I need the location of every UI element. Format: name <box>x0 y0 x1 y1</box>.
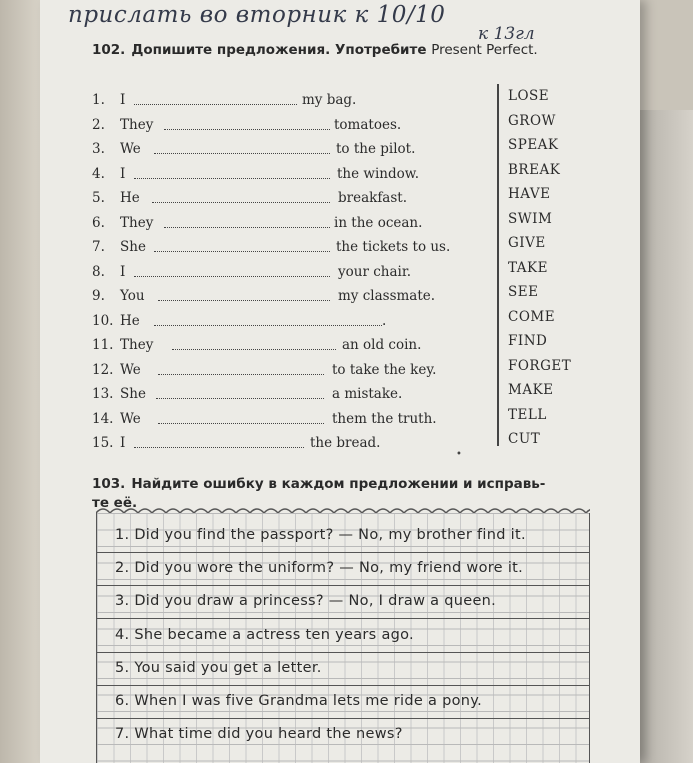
row-subject: I <box>120 165 126 182</box>
verb-item: FORGET <box>508 357 572 374</box>
exercise-103-sentence <box>97 652 589 686</box>
row-subject: We <box>120 361 141 378</box>
exercise-103-sentence <box>97 519 589 553</box>
verb-item: LOSE <box>508 88 550 104</box>
row-subject: We <box>120 410 141 427</box>
exercise-103-number: 103. <box>92 476 126 492</box>
exercise-102-row <box>92 211 502 235</box>
row-number: 4. <box>92 165 105 182</box>
exercise-103-sentence <box>97 718 589 751</box>
ink-dot: • <box>456 449 462 460</box>
exercise-103-sentence <box>97 619 589 653</box>
answer-blank[interactable] <box>164 227 330 228</box>
exercise-102-number: 102. <box>92 42 126 58</box>
verb-item: BREAK <box>508 161 561 178</box>
row-ending: my classmate. <box>338 288 436 304</box>
row-ending: tomatoes. <box>334 116 402 133</box>
row-subject: I <box>120 263 126 280</box>
answer-blank[interactable] <box>154 153 330 154</box>
exercise-102-row <box>92 162 502 186</box>
row-number: 15. <box>92 435 114 451</box>
row-subject: He <box>120 190 140 206</box>
answer-blank[interactable] <box>154 251 330 252</box>
exercise-102-row <box>92 382 502 406</box>
answer-blank[interactable] <box>134 276 330 277</box>
row-subject: She <box>120 386 146 402</box>
exercise-102-row <box>92 407 502 431</box>
row-subject: He <box>120 312 140 329</box>
exercise-102-row <box>92 113 502 137</box>
sentence-text: 3. Did you draw a princess? — No, I draw a queen. <box>115 593 497 610</box>
row-number: 10. <box>92 312 114 329</box>
page-left-edge <box>0 0 40 763</box>
exercise-102-row <box>92 137 502 161</box>
row-ending: in the ocean. <box>334 214 423 231</box>
answer-blank[interactable] <box>164 129 330 130</box>
answer-blank[interactable] <box>134 447 304 448</box>
handwritten-line-2: к 13гл <box>478 24 535 44</box>
verb-item: GIVE <box>508 235 546 251</box>
row-ending: . <box>382 312 387 329</box>
answer-blank[interactable] <box>158 423 324 424</box>
row-number: 3. <box>92 141 105 157</box>
row-number: 2. <box>92 116 105 133</box>
column-divider <box>497 84 499 446</box>
row-number: 7. <box>92 239 105 255</box>
row-number: 14. <box>92 410 114 427</box>
row-ending: breakfast. <box>338 190 408 206</box>
exercise-102-row <box>92 309 502 333</box>
exercise-102-row <box>92 186 502 210</box>
exercise-102-row <box>92 235 502 259</box>
verb-item: MAKE <box>508 382 554 398</box>
row-ending: an old coin. <box>342 337 422 353</box>
answer-blank[interactable] <box>172 349 336 350</box>
row-subject: They <box>120 337 154 353</box>
verb-item: TAKE <box>508 259 548 276</box>
row-ending: a mistake. <box>332 386 403 402</box>
answer-blank[interactable] <box>156 398 324 399</box>
answer-blank[interactable] <box>134 178 330 179</box>
exercise-102-row <box>92 260 502 284</box>
sentence-text: 7. What time did you heard the news? <box>115 726 403 743</box>
verb-item: TELL <box>508 406 547 423</box>
row-ending: the tickets to us. <box>336 239 451 255</box>
exercise-102-heading <box>92 40 612 60</box>
row-number: 9. <box>92 288 105 304</box>
exercise-102-row <box>92 358 502 382</box>
row-subject: We <box>120 141 141 157</box>
exercise-103-sentence <box>97 685 589 719</box>
verb-item: GROW <box>508 112 556 129</box>
row-ending: your chair. <box>338 263 412 280</box>
row-ending: to the pilot. <box>336 141 416 157</box>
row-subject: She <box>120 239 146 255</box>
sentence-text: 6. When I was five Grandma lets me ride a pony. <box>115 693 482 709</box>
row-number: 5. <box>92 190 105 206</box>
verb-item: SEE <box>508 284 539 300</box>
row-subject: You <box>120 288 145 304</box>
row-ending: the bread. <box>310 435 381 451</box>
exercise-102-row <box>92 88 502 112</box>
verb-item: HAVE <box>508 186 551 202</box>
exercise-103-title-line2: те её. <box>92 495 138 511</box>
row-ending: the window. <box>337 165 419 182</box>
row-number: 8. <box>92 263 105 280</box>
exercise-102-row <box>92 284 502 308</box>
answer-blank[interactable] <box>134 104 297 105</box>
answer-blank[interactable] <box>158 300 330 301</box>
row-number: 13. <box>92 386 114 402</box>
exercise-103-sentence <box>97 552 589 586</box>
verb-item: CUT <box>508 431 541 447</box>
exercise-102-title: Допишите предложения. Употребите <box>131 42 427 58</box>
row-number: 1. <box>92 92 105 108</box>
row-ending: to take the key. <box>332 361 437 378</box>
sentence-text: 4. She became a actress ten years ago. <box>115 626 414 643</box>
verb-item: FIND <box>508 333 548 349</box>
answer-blank[interactable] <box>158 374 324 375</box>
row-subject: I <box>120 435 126 451</box>
exercise-103-sentence <box>97 585 589 619</box>
row-number: 11. <box>92 337 114 353</box>
row-ending: my bag. <box>302 92 357 108</box>
exercise-102-title-rest: Present Perfect. <box>431 42 538 58</box>
sentence-text: 2. Did you wore the uniform? — No, my friend wore it. <box>115 560 524 577</box>
sentence-text: 1. Did you find the passport? — No, my brother find it. <box>115 527 526 543</box>
exercise-102-row <box>92 333 502 357</box>
exercise-102-row <box>92 431 502 455</box>
exercise-103-title: Найдите ошибку в каждом предложении и исправь- <box>131 476 546 492</box>
exercise-103-grid <box>96 513 590 763</box>
handwritten-line-1: прислать во вторник к 10/10 <box>68 2 446 28</box>
verb-item: COME <box>508 308 556 325</box>
sentence-text: 5. You said you get a letter. <box>115 659 322 676</box>
verb-item: SWIM <box>508 210 553 227</box>
answer-blank[interactable] <box>154 325 382 326</box>
row-number: 6. <box>92 214 105 231</box>
row-subject: They <box>120 214 154 231</box>
row-subject: I <box>120 92 126 108</box>
row-ending: them the truth. <box>332 410 437 427</box>
row-number: 12. <box>92 361 114 378</box>
verb-item: SPEAK <box>508 137 559 153</box>
row-subject: They <box>120 116 154 133</box>
answer-blank[interactable] <box>152 202 330 203</box>
